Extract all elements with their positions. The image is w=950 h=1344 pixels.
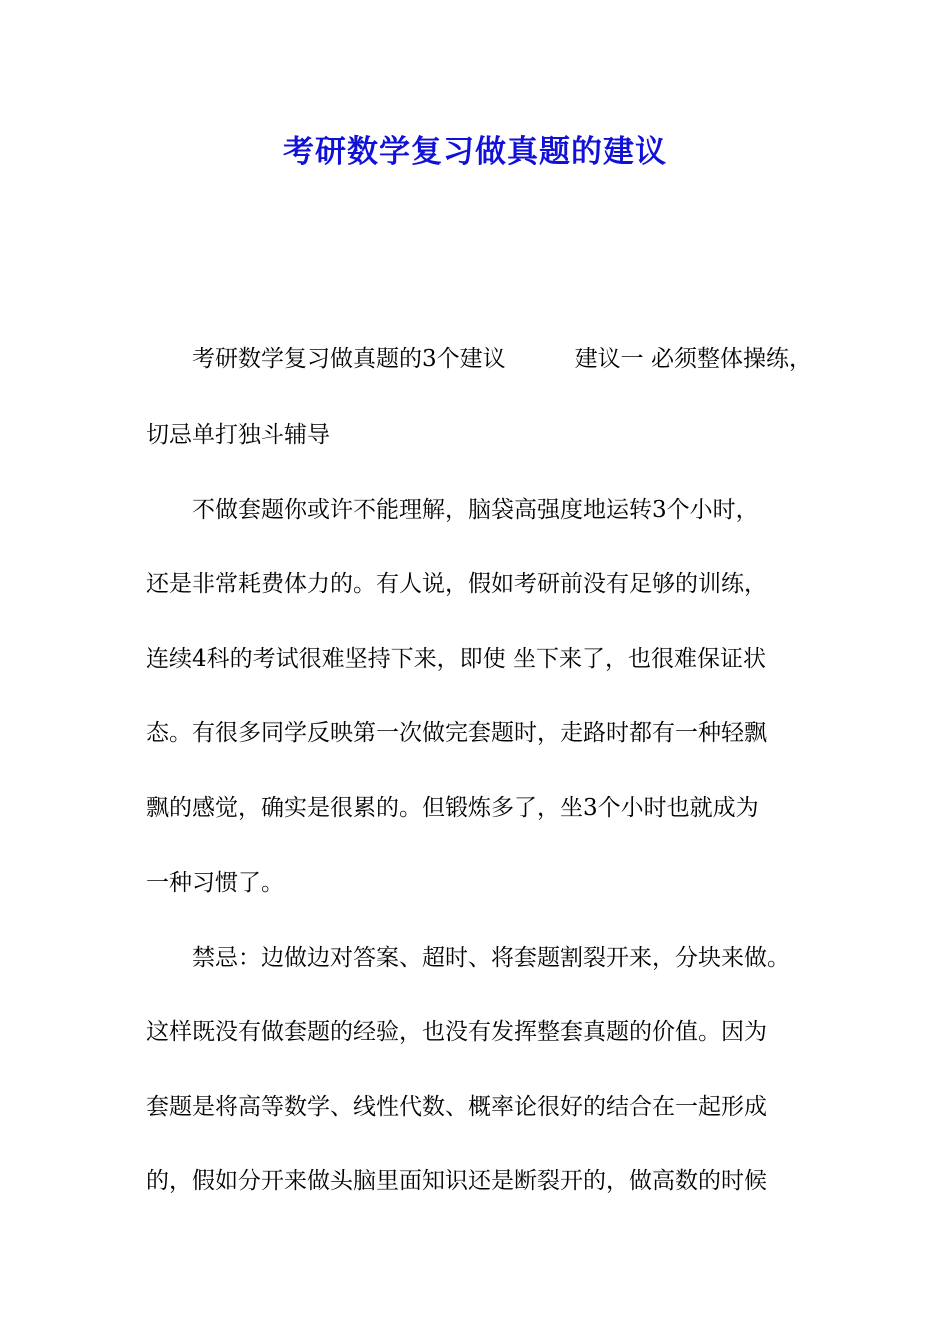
- paragraph-line: 态。有很多同学反映第一次做完套题时，走路时都有一种轻飘: [146, 720, 767, 746]
- paragraph-line: 不做套题你或许不能理解，脑袋高强度地运转3个小时，: [146, 497, 759, 523]
- paragraph-line: 这样既没有做套题的经验，也没有发挥整套真题的价值。因为: [146, 1019, 767, 1045]
- document-title: 考研数学复习做真题的建议: [283, 134, 667, 170]
- paragraph-line: 套题是将高等数学、线性代数、概率论很好的结合在一起形成: [146, 1094, 767, 1120]
- paragraph-line: 切忌单打独斗辅导: [146, 422, 330, 448]
- paragraph-line: 的，假如分开来做头脑里面知识还是断裂开的，做高数的时候: [146, 1168, 767, 1194]
- paragraph-line: 一种习惯了。: [146, 870, 284, 896]
- paragraph-line: 飘的感觉，确实是很累的。但锻炼多了，坐3个小时也就成为: [146, 795, 759, 821]
- paragraph-line: 还是非常耗费体力的。有人说，假如考研前没有足够的训练，: [146, 571, 767, 597]
- paragraph-line: 考研数学复习做真题的3个建议 建议一 必须整体操练，: [146, 346, 812, 372]
- paragraph-line: 禁忌：边做边对答案、超时、将套题割裂开来，分块来做。: [146, 945, 790, 971]
- paragraph-line: 连续4科的考试很难坚持下来，即使 坐下来了，也很难保证状: [146, 646, 766, 672]
